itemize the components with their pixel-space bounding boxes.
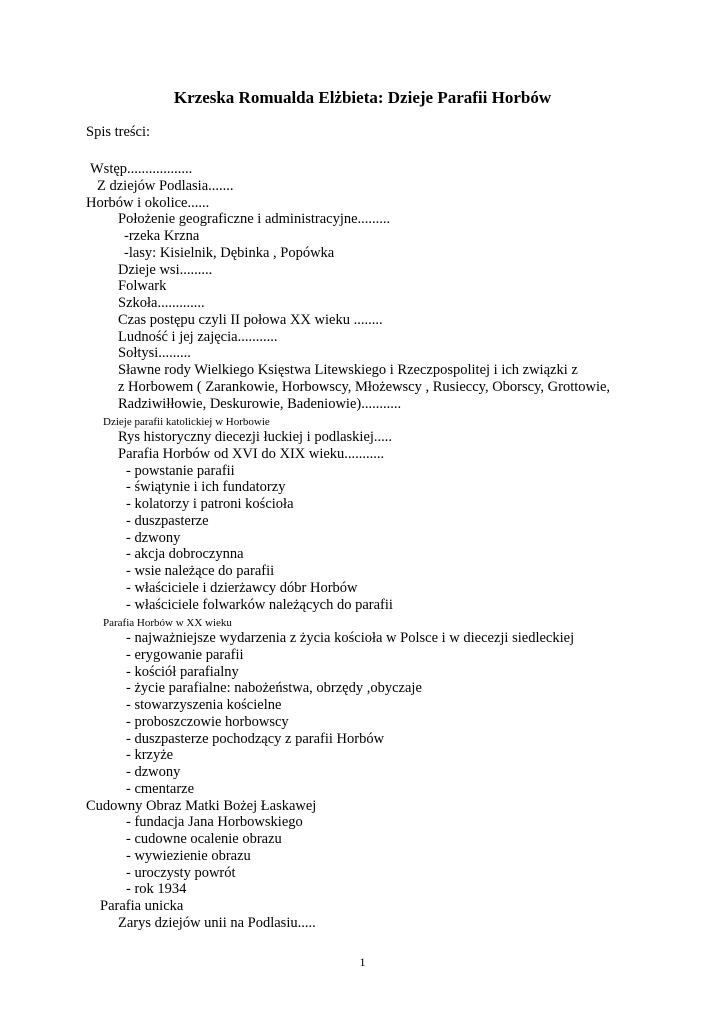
toc-entry: - dzwony [126, 529, 181, 546]
toc-entry: Parafia Horbów od XVI do XIX wieku........... [118, 445, 385, 462]
toc-entry: Horbów i okolice...... [86, 194, 210, 211]
toc-entry: - świątynie i ich fundatorzy [126, 479, 286, 496]
toc-entry: - krzyże [126, 747, 174, 764]
page-number: 1 [359, 955, 366, 969]
toc-entry: Rys historyczny diecezji łuckiej i podlaskiej..... [118, 429, 393, 445]
toc-entry: Wstęp.................. [90, 161, 193, 177]
toc-entry: Ludność i jej zajęcia........... [118, 328, 278, 345]
toc-entry: - kolatorzy i patroni kościoła [126, 496, 294, 512]
toc-entry: -rzeka Krzna [124, 228, 200, 244]
toc-entry: - akcja dobroczynna [126, 546, 244, 563]
toc-entry: z Horbowem ( Zarankowie, Horbowscy, Młożewscy , Rusieccy, Oborscy, Grottowie, [118, 378, 611, 395]
toc-entry: - życie parafialne: nabożeństwa, obrzędy ,obyczaje [126, 680, 422, 697]
toc-entry: - powstanie parafii [126, 462, 235, 479]
toc-entry: Sołtysi......... [118, 345, 191, 362]
toc-entry: Sławne rody Wielkiego Księstwa Litewskiego i Rzeczpospolitej i ich związki z [118, 362, 578, 378]
toc-entry: Zarys dziejów unii na Podlasiu..... [118, 914, 316, 931]
toc-entry: Z dziejów Podlasia....... [97, 177, 234, 194]
toc-entry: Szkoła............. [118, 295, 205, 311]
toc-entry: Radziwiłłowie, Deskurowie, Badeniowie)........... [118, 395, 402, 412]
toc-entry: -lasy: Kisielnik, Dębinka , Popówka [124, 244, 335, 261]
toc-entry: Dzieje wsi......... [118, 261, 213, 278]
document-title: Krzeska Romualda Elżbieta: Dzieje Parafii Horbów [173, 88, 552, 107]
toc-entry: Cudowny Obraz Matki Bożej Łaskawej [86, 797, 317, 814]
toc-entry: - fundacja Jana Horbowskiego [126, 814, 303, 831]
toc-heading: Spis treści: [86, 124, 151, 140]
toc-entry: Folwark [118, 278, 167, 295]
toc-entry: - stowarzyszenia kościelne [126, 697, 282, 713]
toc-entry: - uroczysty powrót [126, 864, 236, 881]
toc-entry: Dzieje parafii katolickiej w Horbowie [103, 416, 270, 429]
toc-entry: Parafia Horbów w XX wieku [103, 617, 232, 630]
toc-entry: Parafia unicka [100, 898, 184, 914]
toc-entry: - właściciele i dzierżawcy dóbr Horbów [126, 579, 358, 596]
toc-entry: - najważniejsze wydarzenia z życia kościoła w Polsce i w diecezji siedleckiej [126, 630, 575, 646]
toc-entry: - cmentarze [126, 780, 195, 797]
toc-entry: - duszpasterze [126, 512, 209, 529]
toc-entry: - cudowne ocalenie obrazu [126, 831, 282, 847]
toc-entry: - duszpasterze pochodzący z parafii Horbów [126, 730, 385, 747]
toc-entry: - wywiezienie obrazu [126, 847, 251, 864]
toc-entry: - erygowanie parafii [126, 646, 244, 663]
toc-entry: Położenie geograficzne i administracyjne......... [118, 211, 391, 228]
toc-entry: - proboszczowie horbowscy [126, 713, 289, 730]
toc-entry: - wsie należące do parafii [126, 563, 275, 579]
toc-entry: Czas postępu czyli II połowa XX wieku ........ [118, 311, 383, 328]
toc-entry: - kościół parafialny [126, 663, 239, 680]
toc-entry: - rok 1934 [126, 881, 187, 898]
toc-entry: - dzwony [126, 764, 181, 780]
toc-entry: - właściciele folwarków należących do parafii [126, 596, 393, 613]
